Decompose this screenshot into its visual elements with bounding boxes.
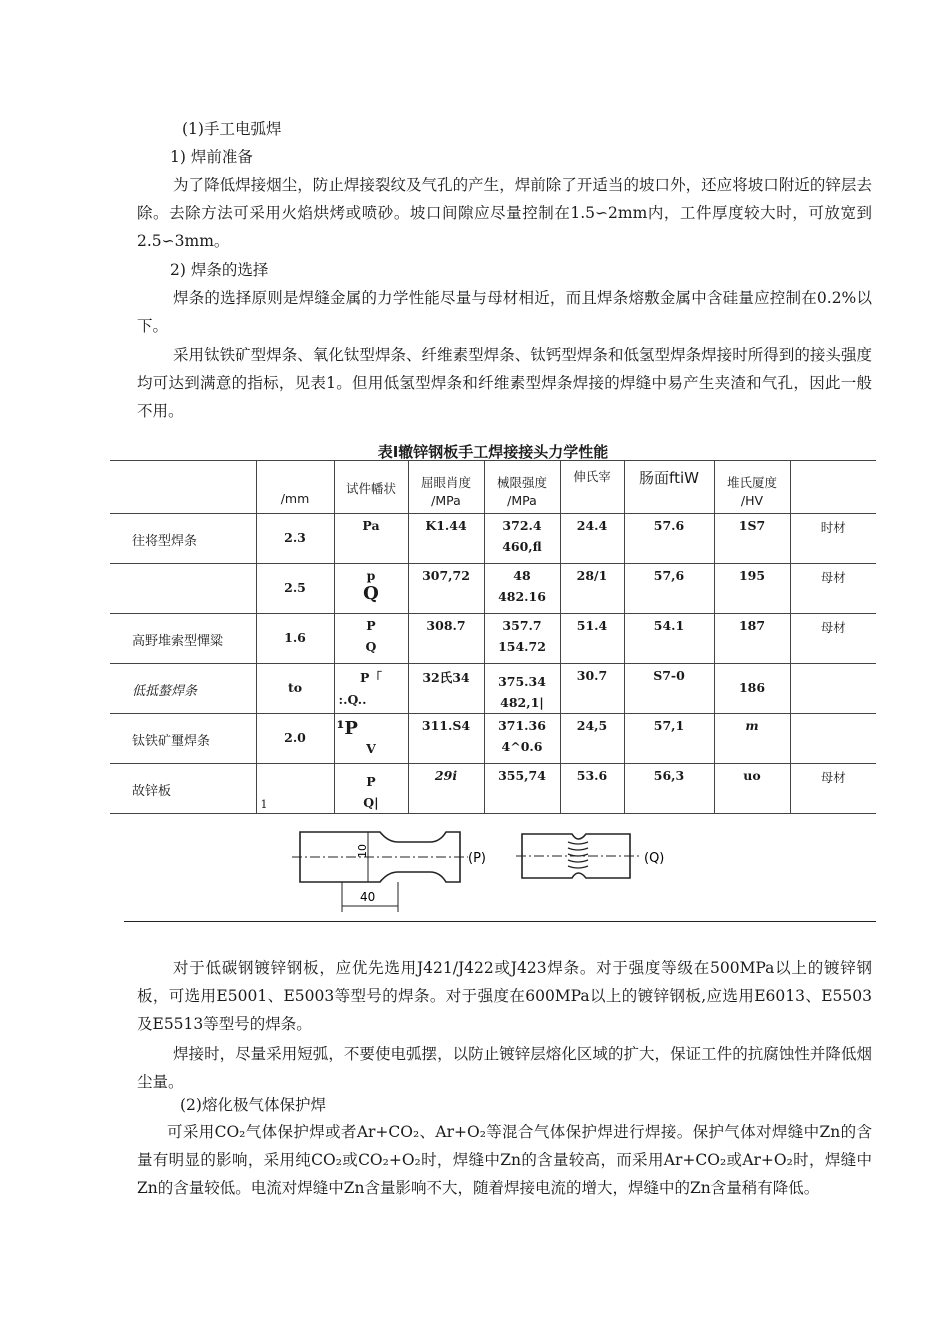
row-specimen-a: ¹P — [336, 718, 358, 739]
table-row — [110, 514, 876, 564]
paragraph-electrode-types: 采用钛铁矿型焊条、氧化钛型焊条、纤维素型焊条、钛钙型焊条和低氢型焊条焊接时所得到的接头强度均可达到满意的指标，见表1。但用低氢型焊条和纤维素型焊条焊接的焊缝中易产生夹渣和气孔，因此一般不用。 — [137, 346, 872, 420]
specimen-p-dim-40: 40 — [360, 890, 376, 904]
row-fracture: 母材 — [820, 570, 846, 585]
specimen-p-dim-10: 10 — [356, 844, 369, 858]
paragraph-pre-weld-prep: 为了降低焊接烟尘，防止焊接裂纹及气孔的产生，焊前除了开适当的坡口外，还应将坡口附近的锌层去除。去除方法可采用火焰烘烤或喷砂。坡口间隙应尽量控制在1.5∽2mm内，工件厚度较大时，可放宽到2.5∽3mm。 — [137, 176, 872, 250]
table-row — [110, 664, 876, 714]
row-hardness: uo — [743, 768, 761, 783]
header-cell-empty — [110, 461, 256, 514]
header-cell-tensile: 械限强度 /MPa — [484, 461, 560, 514]
row-specimen-a: p — [366, 568, 376, 583]
row-section: 57,1 — [653, 718, 685, 733]
row-hardness: 187 — [738, 618, 766, 633]
specimen-q-weld-bead — [568, 842, 588, 868]
row-elongation: 53.6 — [576, 768, 608, 783]
row-specimen-b: Q| — [363, 795, 379, 810]
table-row — [110, 564, 876, 614]
table-row — [110, 714, 876, 764]
row-elongation: 51.4 — [576, 618, 608, 633]
row-tensile-a: 371.36 — [498, 718, 546, 733]
row-elongation: 30.7 — [576, 668, 608, 683]
header-cell-yield: 屈眼肖度 /MPa — [408, 461, 484, 514]
paragraph-gmaw: 可采用CO₂气体保护焊或者Ar+CO₂、Ar+O₂等混合气体保护焊进行焊接。保护气体对焊缝中Zn的含量有明显的影响，采用纯CO₂或CO₂+O₂时，焊缝中Zn的含量较高，而采用Ar+CO₂或Ar+O₂时，焊缝中Zn的含量较低。电流对焊缝中Zn含量影响不大，随着焊接电流的增大，焊缝中的Zn含量稍有降低。 — [137, 1123, 872, 1197]
row-thickness: 2.0 — [284, 730, 306, 745]
row-thickness: to — [287, 680, 303, 695]
header-cell-thickness: /mm — [256, 461, 334, 514]
row-section: 56,3 — [653, 768, 685, 783]
row-elongation: 24,5 — [576, 718, 608, 733]
row-specimen: Pa — [362, 518, 380, 533]
row-fracture: 母材 — [820, 620, 846, 635]
table-header-row — [110, 461, 876, 514]
specimen-q-label: (Q) — [644, 851, 665, 866]
row-thickness: 1 — [260, 798, 268, 811]
row-tensile-a: 375.34 — [498, 674, 546, 689]
row-electrode: 高野堆索型憚粱 — [132, 634, 224, 649]
header-cell-fracture — [790, 461, 876, 514]
header-cell-specimen: 试件幡状 — [334, 461, 408, 514]
row-specimen-b: V — [366, 741, 376, 756]
row-electrode: 低抵螯焊条 — [132, 684, 198, 699]
row-specimen-b: Q — [365, 639, 377, 654]
row-tensile-b: 154.72 — [498, 639, 546, 654]
row-tensile-b: 4^0.6 — [501, 739, 543, 754]
row-section: 57,6 — [653, 568, 685, 583]
row-thickness: 2.3 — [284, 530, 306, 545]
row-electrode: 故锌板 — [132, 784, 172, 799]
row-yield: 311.S4 — [421, 718, 471, 733]
specimen-p-label: (P) — [468, 851, 486, 866]
row-electrode: 钛铁矿璽焊条 — [132, 734, 211, 749]
row-section: 54.1 — [653, 618, 685, 633]
row-yield: 32氏34 — [422, 670, 470, 685]
row-tensile-a: 355,74 — [498, 768, 546, 783]
row-yield: 29i — [434, 768, 458, 783]
row-hardness: m — [745, 718, 759, 733]
row-specimen-a: P — [366, 774, 376, 789]
row-yield: 308.7 — [426, 618, 466, 633]
section-title-manual-arc-welding: (1)手工电弧焊 — [182, 120, 282, 138]
table-row — [110, 614, 876, 664]
row-specimen-b: :.Q.. — [338, 692, 367, 707]
table-caption: 表I辙锌钢板手工焊接接头力学性能 — [377, 443, 609, 461]
row-yield: K1.44 — [425, 518, 467, 533]
row-tensile-a: 372.4 — [502, 518, 542, 533]
row-tensile-b: 482,1| — [500, 695, 544, 710]
row-elongation: 24.4 — [576, 518, 608, 533]
row-hardness: 1S7 — [738, 518, 766, 533]
row-tensile-b: 482.16 — [498, 589, 546, 604]
row-electrode — [110, 564, 256, 580]
row-specimen-a: P — [366, 618, 376, 633]
row-elongation: 28/1 — [576, 568, 608, 583]
row-section: S7-0 — [653, 668, 685, 683]
table-row — [110, 764, 876, 814]
paragraph-electrode-recommendation: 对于低碳钢镀锌钢板，应优先选用J421/J422或J423焊条。对于强度等级在500MPa以上的镀锌钢板，可选用E5001、E5003等型号的焊条。对于强度在600MPa以上的镀锌钢板,应选用E6013、E5503及E5513等型号的焊条。 — [137, 959, 872, 1033]
row-hardness: 186 — [738, 680, 766, 695]
paragraph-short-arc: 焊接时，尽量采用短弧，不要使电弧摆，以防止镀锌层熔化区域的扩大，保证工件的抗腐蚀性并降低烟尘量。 — [137, 1045, 872, 1091]
figure-divider — [124, 921, 876, 922]
paragraph-electrode-principle: 焊条的选择原则是焊缝金属的力学性能尽量与母材相近，而且焊条熔敷金属中含硅量应控制在0.2%以下。 — [137, 289, 872, 335]
header-cell-section: 肠面ftiW — [624, 461, 714, 514]
row-tensile-b: 460,fl — [502, 539, 542, 554]
row-specimen-b: Q — [363, 583, 379, 604]
row-tensile-a: 48 — [513, 568, 531, 583]
specimen-diagram — [290, 820, 690, 925]
row-yield: 307,72 — [422, 568, 470, 583]
subheading-pre-weld-prep: 1) 焊前准备 — [170, 148, 253, 166]
subheading-electrode-selection: 2) 焊条的选择 — [170, 261, 269, 279]
row-thickness: 2.5 — [284, 580, 306, 595]
row-tensile-a: 357.7 — [502, 618, 542, 633]
row-fracture: 母材 — [820, 770, 846, 785]
row-thickness: 1.6 — [284, 630, 306, 645]
row-hardness: 195 — [738, 568, 766, 583]
row-fracture: 时材 — [820, 520, 846, 535]
header-cell-elongation: 伸氏宰 — [560, 461, 624, 514]
header-cell-hardness: 堆氏厦度 /HV — [714, 461, 790, 514]
mechanical-properties-table — [110, 460, 876, 814]
row-section: 57.6 — [653, 518, 685, 533]
row-specimen-a: P「 — [360, 670, 382, 685]
row-electrode: 往将型焊条 — [132, 534, 198, 549]
section-title-gmaw: (2)熔化极气体保护焊 — [180, 1096, 326, 1114]
